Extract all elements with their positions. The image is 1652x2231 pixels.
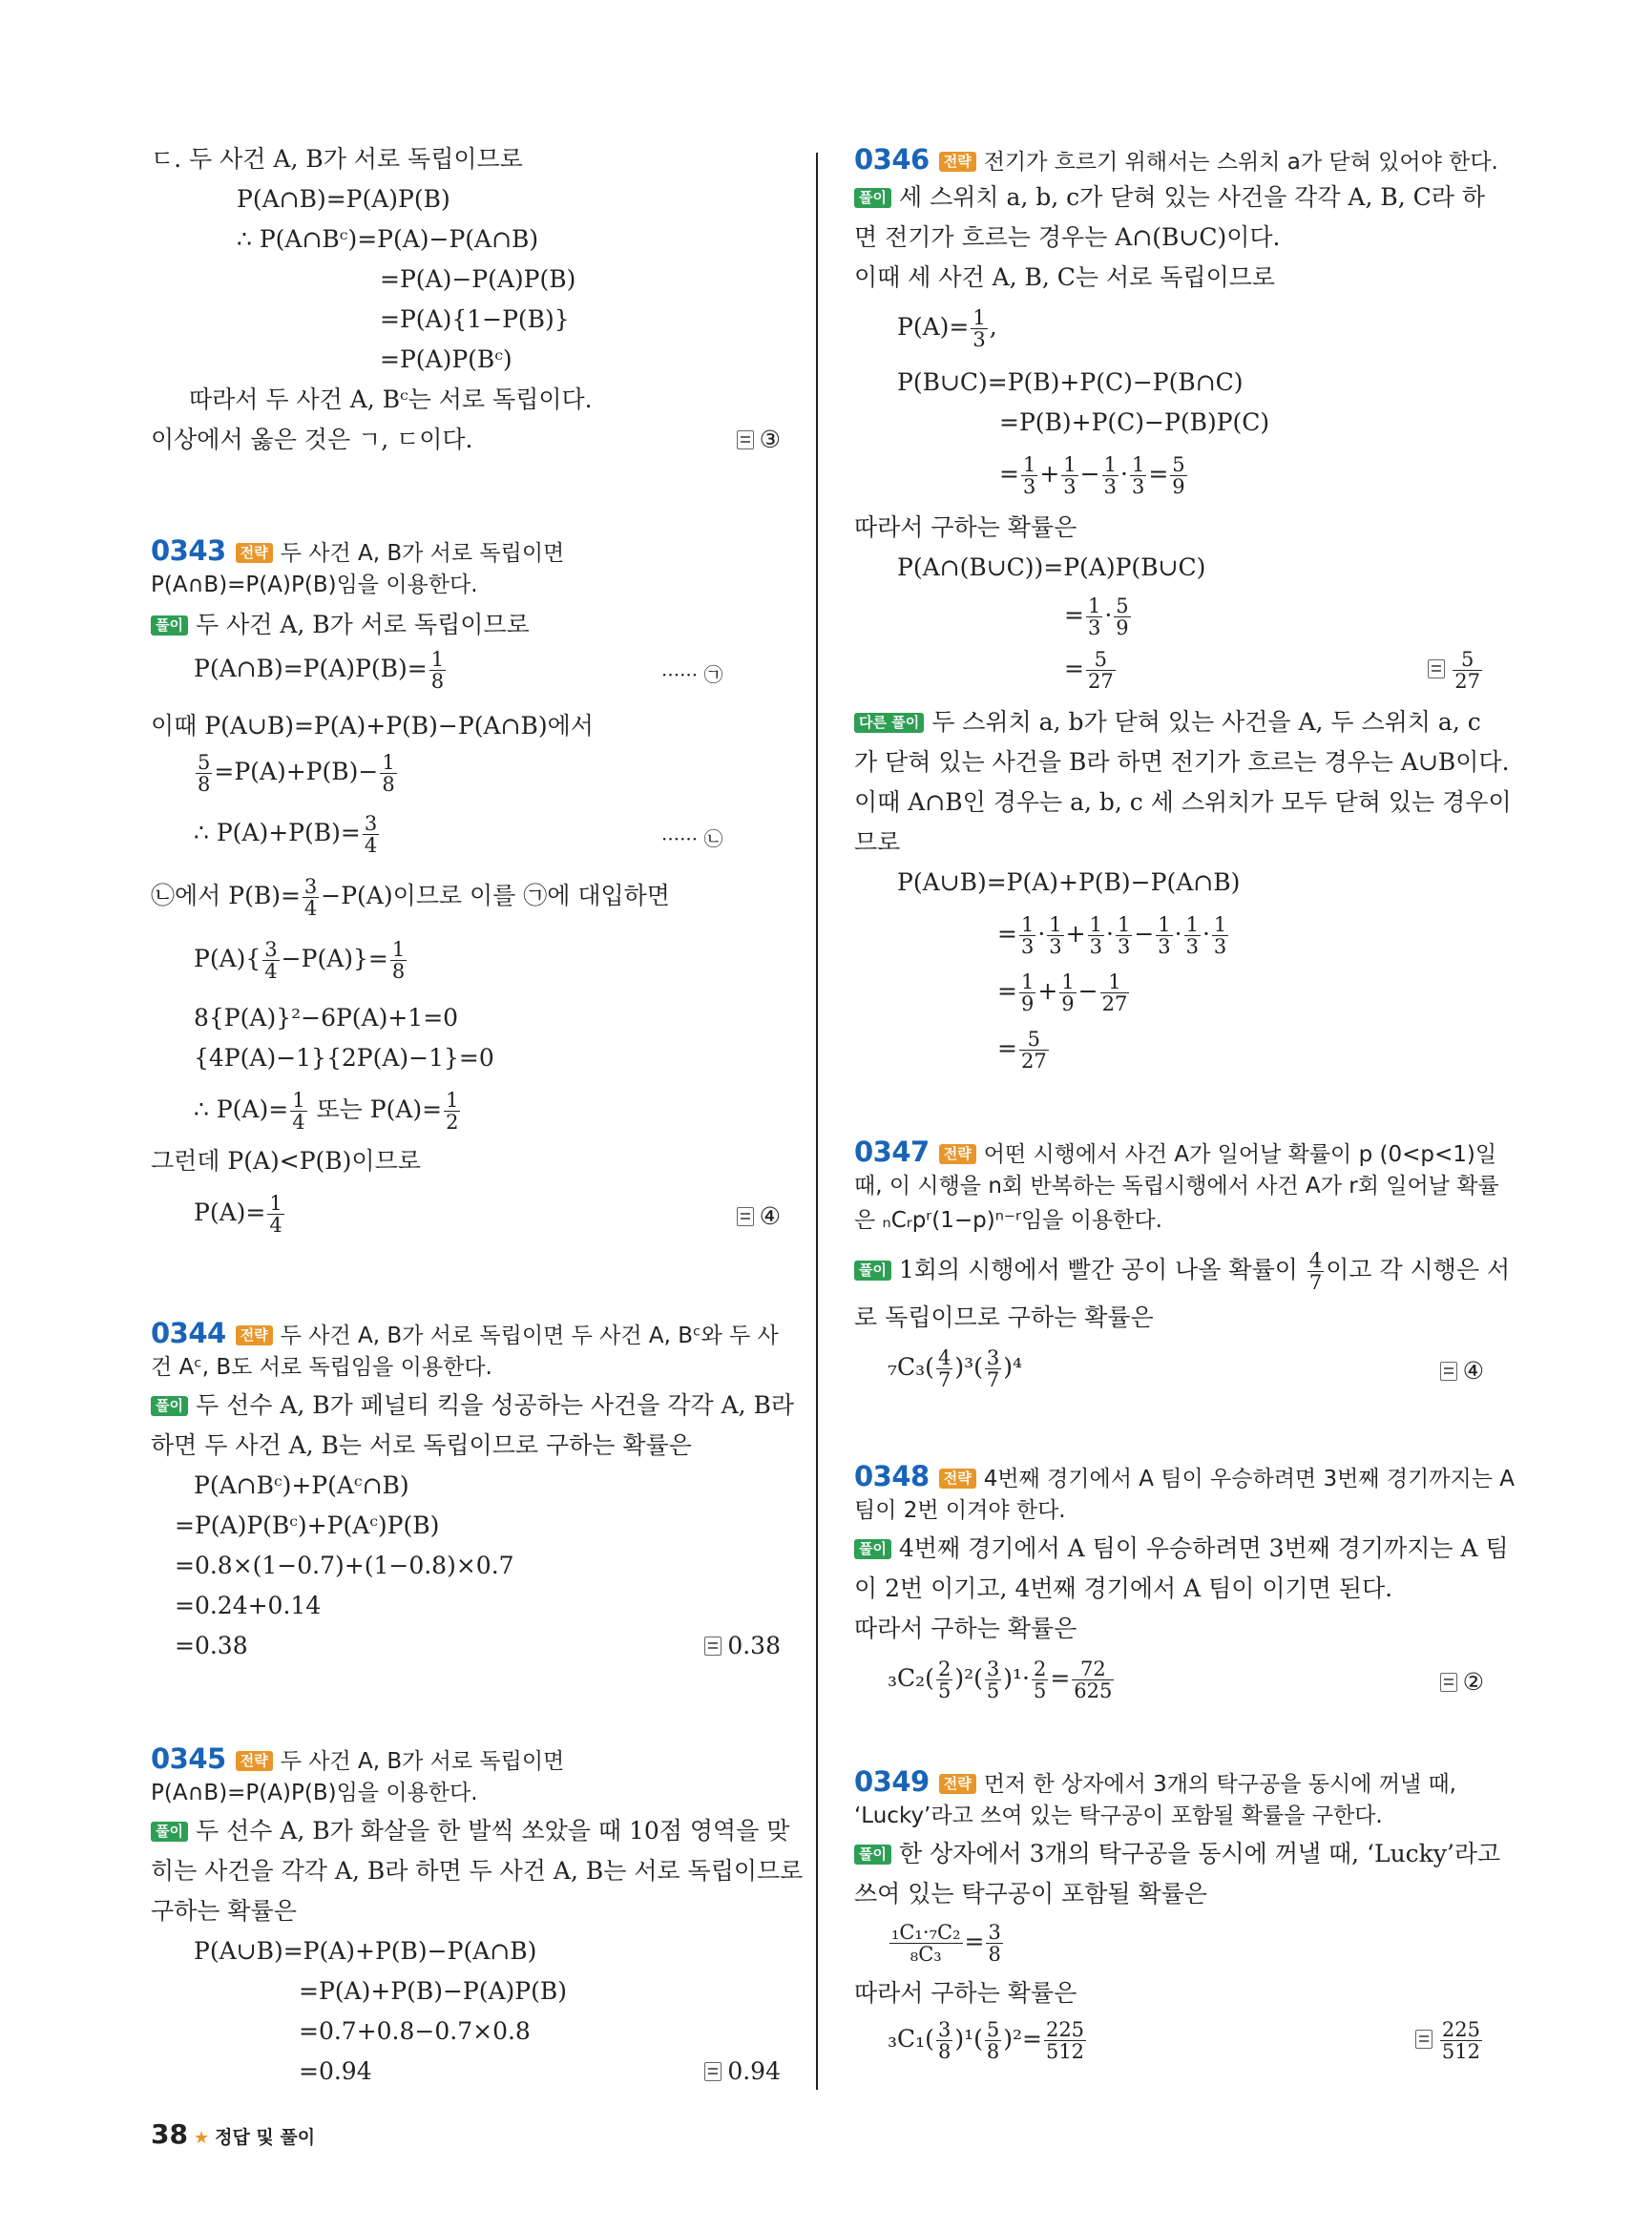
equation-mark: ······ ㉠	[661, 663, 723, 686]
solution-line: 풀이 4번째 경기에서 A 팀이 우승하려면 3번째 경기까지는 A 팀	[854, 1533, 1509, 1565]
text-line: 따라서 구하는 확률은	[854, 513, 1077, 541]
solution-line: 풀이 두 선수 A, B가 화살을 한 발씩 쏘았을 때 10점 영역을 맞	[151, 1815, 789, 1847]
answer: ④	[737, 1200, 781, 1233]
text-line: 따라서 두 사건 A, Bᶜ는 서로 독립이다.	[189, 386, 593, 413]
solution-line: 면 전기가 흐르는 경우는 A∩(B∪C)이다.	[854, 223, 1281, 251]
strategy-tag: 전략	[939, 1469, 976, 1489]
column-divider	[816, 153, 818, 2090]
solution-line: 따라서 구하는 확률은	[854, 1615, 1077, 1642]
strategy-tag: 전략	[236, 1751, 273, 1771]
answer-icon	[1440, 1362, 1457, 1381]
problem-number: 0349	[854, 1765, 930, 1798]
strategy-line: 팀이 2번 이겨야 한다.	[854, 1498, 1066, 1523]
math-line: P(A∩B)=P(A)P(B)	[237, 185, 450, 213]
text-line: ㉡에서 P(B)= $\frac{3}{4}$ −P(A)이므로 이를 ㉠에 대입하면	[151, 875, 670, 920]
answer-icon	[1428, 659, 1445, 678]
alt-solution-line: 다른 풀이 두 스위치 a, b가 닫혀 있는 사건을 A, 두 스위치 a, c	[854, 706, 1481, 739]
problem-header: 0348 전략 4번째 경기에서 A 팀이 우승하려면 3번째 경기까지는 A	[854, 1460, 1515, 1492]
math-line: P(A)= $\frac{1}{3}$ ,	[897, 306, 997, 351]
answer-icon	[704, 1637, 721, 1656]
math-line: P(A∩Bᶜ)+P(Aᶜ∩B)	[194, 1471, 409, 1499]
math-line: P(A)= $\frac{1}{4}$	[194, 1192, 282, 1237]
problem-number: 0348	[854, 1460, 930, 1492]
solution-line: 풀이 1회의 시행에서 빨간 공이 나올 확률이 $\frac{4}{7}$ 이고 각 시행은 서	[854, 1250, 1510, 1293]
math-line: P(A){ $\frac{3}{4}$ −P(A)}= $\frac{1}{8}$	[194, 938, 406, 983]
strategy-line: ‘Lucky’라고 쓰여 있는 탁구공이 포함될 확률을 구한다.	[854, 1804, 1383, 1828]
alt-solution-tag: 다른 풀이	[854, 713, 924, 733]
alt-solution-line: 므로	[854, 828, 901, 856]
strategy-tag: 전략	[939, 1774, 976, 1794]
math-line: ∴ P(A)= $\frac{1}{4}$ 또는 P(A)= $\frac{1}{2}$	[194, 1089, 459, 1134]
alt-solution-line: 가 닫혀 있는 사건을 B라 하면 전기가 흐르는 경우는 A∪B이다.	[854, 748, 1510, 776]
problem-number: 0344	[151, 1317, 226, 1349]
answer: ④	[1440, 1355, 1484, 1387]
math-line: ₃C₂( $\frac{2}{5}$ )²( $\frac{3}{5}$ )¹· $\frac{2}{5}$ = $\frac{72}{625}$	[888, 1658, 1113, 1702]
strategy-line: P(A∩B)=P(A)P(B)임을 이용한다.	[151, 1781, 478, 1805]
solution-tag: 풀이	[854, 1539, 891, 1559]
answer: ③	[737, 424, 781, 456]
answer-icon	[737, 430, 754, 449]
solution-line: 풀이 두 사건 A, B가 서로 독립이므로	[151, 609, 530, 641]
answer-icon	[737, 1207, 754, 1226]
text-line: 그런데 P(A)<P(B)이므로	[151, 1147, 421, 1175]
problem-header: 0344 전략 두 사건 A, B가 서로 독립이면 두 사건 A, Bᶜ와 두 사	[151, 1317, 779, 1349]
math-line: = $\frac{1}{3}$ + $\frac{1}{3}$ − $\frac{1}{3}$ · $\frac{1}{3}$ = $\frac{5}{9}$	[999, 453, 1185, 498]
math-line: =0.24+0.14	[175, 1592, 322, 1619]
alt-solution-line: 이때 A∩B인 경우는 a, b, c 세 스위치가 모두 닫혀 있는 경우이	[854, 788, 1512, 816]
math-line: = $\frac{1}{9}$ + $\frac{1}{9}$ − $\frac{1}{27}$	[997, 970, 1128, 1015]
answer-icon	[1415, 2030, 1432, 2049]
math-line: =0.8×(1−0.7)+(1−0.8)×0.7	[175, 1552, 514, 1579]
star-icon: ★	[193, 2128, 210, 2148]
text-line: 이상에서 옳은 것은 ㄱ, ㄷ이다.	[151, 426, 473, 453]
solution-tag: 풀이	[854, 1845, 891, 1865]
solution-line: 쓰여 있는 탁구공이 포함될 확률은	[854, 1880, 1207, 1908]
answer: 0.38	[704, 1630, 781, 1662]
solution-tag: 풀이	[151, 1396, 188, 1416]
math-line: ₇C₃( $\frac{4}{7}$ )³( $\frac{3}{7}$ )⁴	[888, 1346, 1022, 1391]
math-line: ₃C₁( $\frac{3}{8}$ )¹( $\frac{5}{8}$ )²= $\frac{225}{512}$	[888, 2018, 1085, 2063]
solution-line: 풀이 한 상자에서 3개의 탁구공을 동시에 꺼낼 때, ‘Lucky’라고	[854, 1838, 1500, 1870]
strategy-line: P(A∩B)=P(A)P(B)임을 이용한다.	[151, 573, 478, 597]
problem-header: 0349 전략 먼저 한 상자에서 3개의 탁구공을 동시에 꺼낼 때,	[854, 1765, 1456, 1798]
answer: $\frac{5}{27}$	[1428, 649, 1484, 692]
solution-line: 이 2번 이기고, 4번째 경기에서 A 팀이 이기면 된다.	[854, 1574, 1393, 1602]
math-line: =P(A)−P(A)P(B)	[380, 265, 576, 293]
math-line: P(B∪C)=P(B)+P(C)−P(B∩C)	[897, 368, 1244, 396]
answer-icon	[704, 2062, 721, 2081]
solution-tag: 풀이	[854, 188, 891, 208]
answer: $\frac{225}{512}$	[1415, 2019, 1484, 2062]
text-line: 이때 P(A∪B)=P(A)+P(B)−P(A∩B)에서	[151, 712, 594, 740]
math-line: =P(B)+P(C)−P(B)P(C)	[999, 408, 1270, 436]
strategy-tag: 전략	[939, 1144, 976, 1164]
math-line: = $\frac{5}{27}$	[997, 1028, 1047, 1073]
math-line: =P(A)P(Bᶜ)	[380, 345, 512, 373]
problem-number: 0347	[854, 1136, 930, 1168]
strategy-line: 은 ₙCᵣpʳ(1−p)ⁿ⁻ʳ임을 이용한다.	[854, 1208, 1162, 1233]
math-line: =0.7+0.8−0.7×0.8	[299, 2017, 531, 2045]
solution-tag: 풀이	[854, 1261, 891, 1281]
problem-number: 0345	[151, 1742, 226, 1775]
problem-header: 0347 전략 어떤 시행에서 사건 A가 일어날 확률이 p (0<p<1)일	[854, 1136, 1497, 1168]
math-line: ∴ P(A∩Bᶜ)=P(A)−P(A∩B)	[237, 225, 539, 253]
math-line: ∴ P(A)+P(B)= $\frac{3}{4}$	[194, 812, 378, 857]
math-line: $\frac{5}{8}$ =P(A)+P(B)− $\frac{1}{8}$	[198, 751, 395, 796]
math-line: $\frac{\text{₁C₁·₇C₂}}{\text{₈C₃}}$ = $\frac{3}{8}$	[891, 1921, 1001, 1966]
math-line: =P(A){1−P(B)}	[380, 305, 570, 333]
math-line: P(A∪B)=P(A)+P(B)−P(A∩B)	[194, 1937, 537, 1965]
strategy-tag: 전략	[236, 543, 273, 563]
solution-tag: 풀이	[151, 1822, 188, 1842]
math-line: =P(A)P(Bᶜ)+P(Aᶜ)P(B)	[175, 1512, 440, 1539]
problem-number: 0343	[151, 534, 226, 567]
math-line: = $\frac{5}{27}$	[1064, 648, 1114, 693]
math-line: =0.94	[299, 2057, 372, 2085]
strategy-line: 때, 이 시행을 n회 반복하는 독립시행에서 사건 A가 r회 일어날 확률	[854, 1174, 1499, 1199]
answer-icon	[1440, 1673, 1457, 1692]
solution-line: 하면 두 사건 A, B는 서로 독립이므로 구하는 확률은	[151, 1431, 692, 1459]
solution-line: 이때 세 사건 A, B, C는 서로 독립이므로	[854, 263, 1276, 291]
solution-tag: 풀이	[151, 615, 188, 636]
page-number: 38	[151, 2118, 188, 2150]
strategy-line: 건 Aᶜ, B도 서로 독립임을 이용한다.	[151, 1355, 492, 1380]
page-footer	[151, 2118, 315, 2150]
math-line: = $\frac{1}{3}$ · $\frac{5}{9}$	[1064, 594, 1129, 639]
text-line: 따라서 구하는 확률은	[854, 1979, 1077, 2007]
strategy-tag: 전략	[939, 152, 976, 172]
problem-header: 0345 전략 두 사건 A, B가 서로 독립이면	[151, 1742, 565, 1775]
solution-line: 히는 사건을 각각 A, B라 하면 두 사건 A, B는 서로 독립이므로	[151, 1857, 804, 1885]
math-line: =P(A)+P(B)−P(A)P(B)	[299, 1977, 568, 2005]
text-line: ㄷ. 두 사건 A, B가 서로 독립이므로	[151, 145, 523, 173]
math-line: P(A∪B)=P(A)+P(B)−P(A∩B)	[897, 868, 1241, 896]
problem-number: 0346	[854, 143, 930, 176]
solution-line: 구하는 확률은	[151, 1897, 297, 1925]
solution-line: 풀이 두 선수 A, B가 페널티 킥을 성공하는 사건을 각각 A, B라	[151, 1389, 794, 1422]
equation-mark: ······ ㉡	[661, 827, 723, 850]
answer: 0.94	[704, 2055, 781, 2088]
math-line: = $\frac{1}{3}$ · $\frac{1}{3}$ + $\frac{1}{3}$ · $\frac{1}{3}$ − $\frac{1}{3}$ · $\frac{1}{3}$ · $\frac{1}{3}$	[997, 913, 1227, 958]
answer: ②	[1440, 1666, 1484, 1699]
math-line: P(A∩B)=P(A)P(B)= $\frac{1}{8}$	[194, 648, 445, 693]
solution-line: 풀이 세 스위치 a, b, c가 닫혀 있는 사건을 각각 A, B, C라 하	[854, 181, 1485, 214]
problem-header: 0343 전략 두 사건 A, B가 서로 독립이면	[151, 534, 565, 567]
solution-line: 로 독립이므로 구하는 확률은	[854, 1303, 1154, 1331]
strategy-tag: 전략	[236, 1325, 273, 1345]
problem-header: 0346 전략 전기가 흐르기 위해서는 스위치 a가 닫혀 있어야 한다.	[854, 143, 1498, 176]
math-line: {4P(A)−1}{2P(A)−1}=0	[194, 1044, 494, 1072]
footer-title: 정답 및 풀이	[215, 2127, 316, 2148]
math-line: =0.38	[175, 1632, 248, 1659]
math-line: 8{P(A)}²−6P(A)+1=0	[194, 1004, 459, 1032]
math-line: P(A∩(B∪C))=P(A)P(B∪C)	[897, 553, 1206, 581]
